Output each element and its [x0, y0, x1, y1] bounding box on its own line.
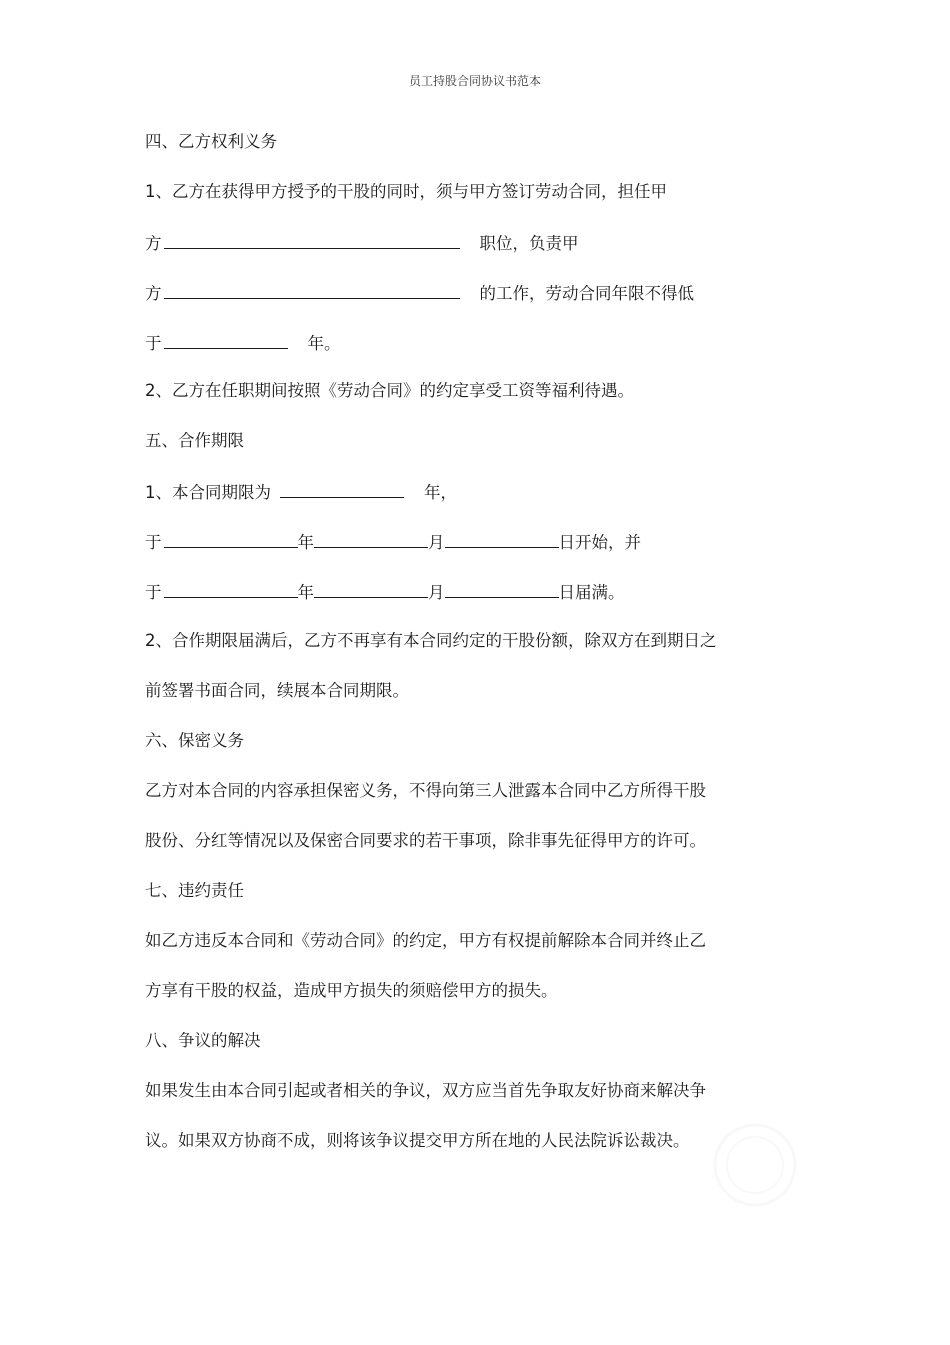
- end-day-blank[interactable]: [445, 580, 559, 598]
- section-4-heading: 四、乙方权利义务: [145, 132, 277, 151]
- section-7-heading: 七、违约责任: [145, 881, 244, 900]
- contract-years-blank[interactable]: [164, 331, 288, 349]
- section-6-heading: 六、保密义务: [145, 731, 244, 750]
- section-6-line-1: 乙方对本合同的内容承担保密义务，不得向第三人泄露本合同中乙方所得干股: [145, 781, 706, 800]
- section-7-line-1: 如乙方违反本合同和《劳动合同》的约定，甲方有权提前解除本合同并终止乙: [145, 931, 706, 950]
- start-day-blank[interactable]: [445, 530, 559, 548]
- section-8-heading: 八、争议的解决: [145, 1031, 261, 1050]
- month-label: 月: [428, 533, 445, 552]
- term-years-blank[interactable]: [280, 480, 404, 498]
- line-suffix: 年。: [307, 334, 341, 353]
- section-5-end-date: [145, 580, 625, 604]
- section-4-item-1-line-4: [145, 331, 341, 355]
- section-4-item-1-line-2: [145, 231, 579, 255]
- work-blank[interactable]: [164, 281, 460, 299]
- line-suffix: 日开始，并: [558, 533, 641, 552]
- section-5-heading: 五、合作期限: [145, 431, 244, 450]
- document-header: 员工持股合同协议书范本: [408, 74, 541, 88]
- section-8-line-2: 议。如果双方协商不成，则将该争议提交甲方所在地的人民法院诉讼裁决。: [145, 1131, 690, 1150]
- line-prefix: 方: [145, 284, 162, 303]
- end-month-blank[interactable]: [314, 580, 428, 598]
- section-4-item-1-line-1: 1、乙方在获得甲方授予的干股的同时，须与甲方签订劳动合同，担任甲: [145, 182, 667, 201]
- year-label: 年: [297, 533, 314, 552]
- section-8-line-1: 如果发生由本合同引起或者相关的争议，双方应当首先争取友好协商来解决争: [145, 1081, 706, 1100]
- month-label: 月: [428, 583, 445, 602]
- line-suffix: 职位，负责甲: [479, 234, 579, 253]
- line-suffix: 日届满。: [558, 583, 625, 602]
- line-prefix: 于: [145, 533, 162, 552]
- start-month-blank[interactable]: [314, 530, 428, 548]
- watermark-seal: [710, 1120, 800, 1210]
- section-5-start-date: [145, 530, 641, 554]
- section-7-line-2: 方享有干股的权益，造成甲方损失的须赔偿甲方的损失。: [145, 981, 558, 1000]
- line-prefix: 方: [145, 234, 162, 253]
- section-5-item-2-line-2: 前签署书面合同，续展本合同期限。: [145, 681, 409, 700]
- line-suffix: 年，: [424, 483, 457, 502]
- start-year-blank[interactable]: [164, 530, 298, 548]
- line-suffix: 的工作，劳动合同年限不得低: [479, 284, 694, 303]
- end-year-blank[interactable]: [164, 580, 298, 598]
- year-label: 年: [297, 583, 314, 602]
- section-5-item-2-line-1: 2、合作期限届满后，乙方不再享有本合同约定的干股份额，除双方在到期日之: [145, 631, 717, 650]
- position-blank[interactable]: [164, 231, 460, 249]
- line-prefix: 于: [145, 583, 162, 602]
- section-4-item-1-line-3: [145, 281, 694, 305]
- section-5-item-1: [145, 480, 457, 504]
- line-prefix: 1、本合同期限为: [145, 483, 271, 502]
- line-prefix: 于: [145, 334, 162, 353]
- section-6-line-2: 股份、分红等情况以及保密合同要求的若干事项，除非事先征得甲方的许可。: [145, 831, 706, 850]
- section-4-item-2: 2、乙方在任职期间按照《劳动合同》的约定享受工资等福利待遇。: [145, 381, 634, 400]
